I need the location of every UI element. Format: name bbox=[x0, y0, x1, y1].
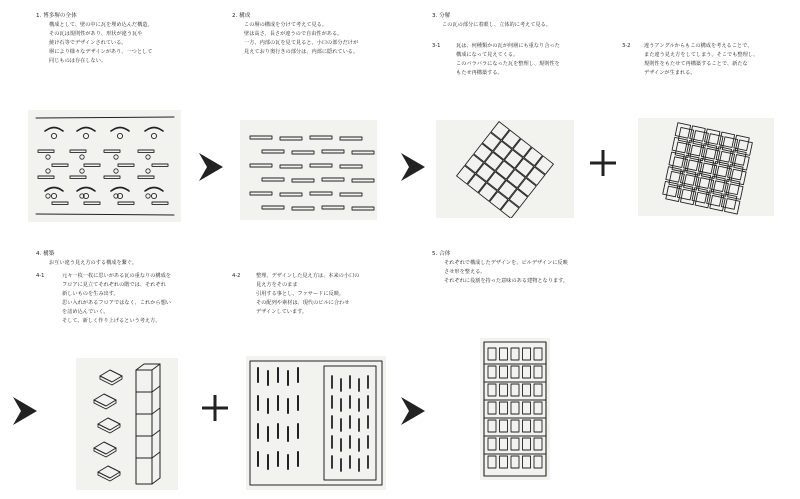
round-stone bbox=[146, 169, 150, 173]
tile-end bbox=[38, 150, 54, 152]
building-window bbox=[511, 366, 519, 378]
section-3-2-line: デザインが生まれる。 bbox=[644, 70, 696, 76]
arrowhead-right-icon bbox=[12, 396, 38, 426]
arched-tile bbox=[77, 188, 95, 192]
lattice-square bbox=[677, 185, 692, 200]
section-4-line: お互い違う見え方のする構成を繋ぐ。 bbox=[49, 260, 138, 266]
section-2-line: 壁は高さ、長さが違うので自由性がある。 bbox=[244, 31, 343, 37]
building-window bbox=[488, 348, 496, 360]
round-stone bbox=[51, 133, 56, 138]
tile-end bbox=[262, 206, 284, 209]
building-window bbox=[523, 384, 531, 396]
lattice-square bbox=[504, 150, 522, 168]
lattice-square bbox=[491, 122, 509, 140]
round-stone bbox=[83, 133, 88, 138]
section-4-2-line: その配列や素材は、現代のビルに合わせ bbox=[256, 300, 350, 306]
section-2-line: 見えており奥行きの部分は、内部に隠れている。 bbox=[244, 49, 359, 55]
building-window bbox=[511, 384, 519, 396]
building-window bbox=[534, 456, 542, 468]
building-window bbox=[488, 456, 496, 468]
building-window bbox=[500, 366, 508, 378]
tower-floor bbox=[152, 452, 160, 458]
lattice-square bbox=[719, 132, 734, 147]
tile-end bbox=[84, 164, 100, 166]
section-4-2-line: 整理、デザインした見え方は、本来の小口の bbox=[256, 273, 360, 279]
section-4-1-line: 元々一枚一枚に思いがある瓦の重なりの構成を bbox=[62, 273, 171, 279]
tile-end bbox=[104, 176, 120, 178]
lattice-3-2-panel bbox=[638, 118, 774, 216]
tile-end bbox=[340, 165, 362, 168]
section-4-1-line: 思い入れがあるフロアではなく、これから想い bbox=[62, 300, 171, 306]
round-stone bbox=[151, 133, 156, 138]
lattice-square bbox=[502, 130, 520, 148]
tile-end bbox=[292, 207, 314, 210]
wall-sketch-panel bbox=[28, 110, 181, 222]
lattice-square bbox=[672, 137, 687, 152]
building-window bbox=[534, 420, 542, 432]
round-stone bbox=[114, 155, 118, 159]
tile-end bbox=[38, 176, 54, 178]
section-2-title: 2. 構成 bbox=[232, 13, 251, 19]
lattice-square bbox=[479, 183, 497, 201]
section-1-title: 1. 博多塀の全体 bbox=[36, 13, 77, 19]
building-window bbox=[534, 384, 542, 396]
building-window bbox=[534, 402, 542, 414]
lattice-square bbox=[701, 144, 716, 159]
building-sketch bbox=[480, 338, 550, 480]
section-3-1-text bbox=[432, 42, 560, 78]
building-panel bbox=[480, 338, 550, 480]
section-2-line: 一方、内部の瓦を見て見ると、小口の部分だけが bbox=[244, 40, 359, 46]
tile-end bbox=[310, 192, 332, 195]
lattice-square bbox=[535, 156, 553, 174]
lattice-square bbox=[698, 158, 713, 173]
lattice-square bbox=[487, 172, 505, 190]
lattice-square bbox=[713, 161, 728, 176]
section-4-1-text bbox=[36, 272, 171, 326]
lattice-square bbox=[518, 178, 536, 196]
tile-end bbox=[70, 176, 86, 178]
lattice-square bbox=[728, 165, 743, 180]
section-4-text bbox=[36, 250, 137, 268]
tile-end bbox=[310, 164, 332, 167]
building-window bbox=[523, 366, 531, 378]
tile-end bbox=[138, 176, 154, 178]
arrowhead-right-icon bbox=[400, 396, 426, 426]
tile-end bbox=[322, 150, 344, 153]
section-4-1-number: 4-1 bbox=[36, 273, 45, 279]
tile-end bbox=[118, 202, 134, 204]
tile-end bbox=[322, 206, 344, 209]
building-window bbox=[500, 402, 508, 414]
building-window bbox=[488, 420, 496, 432]
arched-tile bbox=[111, 188, 129, 192]
lattice-3-1-sketch bbox=[436, 120, 574, 218]
building-window bbox=[534, 348, 542, 360]
section-3-2-text bbox=[622, 42, 758, 78]
lattice-square bbox=[707, 191, 722, 206]
tile-end bbox=[340, 137, 362, 140]
facade-sketch bbox=[246, 356, 386, 490]
lattice-square bbox=[493, 141, 511, 159]
stacked-tiles-sketch bbox=[76, 358, 178, 490]
round-stone bbox=[146, 194, 150, 198]
arched-tile bbox=[45, 188, 63, 192]
lattice-group bbox=[662, 123, 753, 214]
section-3-2-line: 違うアングルからもこの構成を考えることで、 bbox=[644, 43, 753, 49]
lattice-square bbox=[725, 179, 740, 194]
arrowhead-right-icon bbox=[400, 152, 426, 182]
lattice-square bbox=[474, 144, 492, 162]
tower-top bbox=[136, 364, 160, 370]
tile-end bbox=[322, 178, 344, 181]
lattice-square bbox=[687, 140, 702, 155]
section-3-2-line: 規則性をもたせて再構築することで、新たな bbox=[644, 61, 748, 67]
round-stone bbox=[151, 193, 156, 198]
section-2-text bbox=[232, 12, 358, 57]
lattice-square bbox=[737, 140, 752, 155]
tile-end bbox=[280, 165, 302, 168]
lattice-square bbox=[476, 163, 494, 181]
lattice-square bbox=[710, 176, 725, 191]
building-window bbox=[500, 456, 508, 468]
tile-end bbox=[152, 202, 168, 204]
lattice-square bbox=[507, 169, 525, 187]
section-5-text bbox=[432, 250, 568, 286]
lattice-square bbox=[721, 194, 736, 209]
arched-tile bbox=[77, 128, 95, 132]
lattice-square bbox=[663, 181, 678, 196]
lattice-square bbox=[669, 152, 684, 167]
section-4-2-line: 見え方をそのまま bbox=[256, 282, 298, 288]
building-window bbox=[500, 420, 508, 432]
lattice-square bbox=[496, 161, 514, 179]
lattice-square bbox=[468, 174, 486, 192]
stacked-tiles-panel bbox=[76, 358, 178, 490]
lattice-square bbox=[692, 188, 707, 203]
round-stone bbox=[146, 155, 150, 159]
lattice-square bbox=[690, 126, 705, 141]
round-stone bbox=[114, 169, 118, 173]
round-stone bbox=[51, 193, 56, 198]
section-5-line: それぞれに役割を持った意味のある建物となります。 bbox=[444, 278, 569, 284]
lattice-square bbox=[705, 129, 720, 144]
lattice-square bbox=[465, 155, 483, 173]
lattice-3-1-panel bbox=[436, 120, 574, 218]
section-4-1-line: フロアに見立てそれぞれの階では、それぞれ bbox=[62, 282, 166, 288]
tile-end bbox=[52, 164, 68, 166]
building-window bbox=[523, 402, 531, 414]
building-window bbox=[523, 420, 531, 432]
arched-tile bbox=[111, 128, 129, 132]
tile-end bbox=[52, 202, 68, 204]
section-2-line: この塀の構成を分けて考えて見る。 bbox=[244, 22, 328, 28]
section-4-2-line: デザインしています。 bbox=[256, 309, 308, 315]
building-window bbox=[511, 402, 519, 414]
lattice-square bbox=[509, 189, 527, 207]
facade-panel bbox=[246, 356, 386, 490]
section-4-title: 4. 構築 bbox=[36, 251, 55, 257]
lattice-square bbox=[724, 199, 739, 214]
tower-floor bbox=[152, 408, 160, 414]
wall-sketch bbox=[28, 110, 181, 222]
tile-end bbox=[250, 192, 272, 195]
building-window bbox=[511, 348, 519, 360]
arched-tile bbox=[145, 188, 163, 192]
building-window bbox=[523, 456, 531, 468]
tile-end bbox=[292, 151, 314, 154]
section-3-1-line: 構成になって見えてくる。 bbox=[456, 52, 519, 58]
arrowhead-right-icon bbox=[198, 152, 224, 182]
lattice-square bbox=[524, 147, 542, 165]
section-4-2-number: 4-2 bbox=[232, 273, 241, 279]
building-window bbox=[534, 438, 542, 450]
section-1-line: その瓦は規則性があり、形状が違う瓦や bbox=[49, 31, 143, 37]
building-window bbox=[523, 438, 531, 450]
section-3-2-number: 3-2 bbox=[622, 43, 631, 49]
section-4-2-line: 引用する事とし、ファサードに反映。 bbox=[256, 291, 345, 297]
section-3-1-line: もたせ再構築する。 bbox=[456, 70, 503, 76]
arched-tile bbox=[145, 128, 163, 132]
tile-end bbox=[340, 193, 362, 196]
building-window bbox=[534, 366, 542, 378]
tower-side bbox=[152, 364, 160, 484]
lattice-square bbox=[482, 133, 500, 151]
section-1-text bbox=[36, 12, 153, 66]
section-4-2-text bbox=[232, 272, 359, 317]
round-stone bbox=[80, 169, 84, 173]
tile-end bbox=[250, 164, 272, 167]
round-stone bbox=[117, 133, 122, 138]
tile-end bbox=[70, 150, 86, 152]
section-3-title: 3. 分解 bbox=[432, 13, 451, 19]
section-1-line: 焼け石等でデザインされている。 bbox=[49, 40, 127, 46]
section-5-title: 5. 合体 bbox=[432, 251, 451, 257]
tower-floor bbox=[152, 430, 160, 436]
section-3-1-number: 3-1 bbox=[432, 43, 441, 49]
section-3-2-line: また違う見え方をしてしまう。そこでも整理し、 bbox=[644, 52, 759, 58]
tower-floor bbox=[152, 386, 160, 392]
section-3-line: この瓦の部分に着眼し、立体的に考えて見る。 bbox=[442, 22, 551, 28]
round-stone bbox=[46, 155, 50, 159]
building-window bbox=[511, 420, 519, 432]
lattice-square bbox=[457, 166, 475, 184]
round-stone bbox=[46, 169, 50, 173]
tile-end bbox=[280, 137, 302, 140]
lattice-square bbox=[675, 123, 690, 138]
section-4-1-line: を詰め込んでいく。 bbox=[62, 309, 109, 315]
round-stone bbox=[80, 155, 84, 159]
lattice-square bbox=[716, 147, 731, 162]
tile-end bbox=[104, 150, 120, 152]
lattice-square bbox=[490, 192, 508, 210]
tile-end bbox=[262, 178, 284, 181]
lattice-3-2-sketch bbox=[638, 118, 774, 216]
wall-top-line bbox=[36, 117, 174, 118]
building-window bbox=[488, 384, 496, 396]
tile-end bbox=[352, 151, 374, 154]
lattice-square bbox=[527, 167, 545, 185]
building-window bbox=[500, 384, 508, 396]
lattice-square bbox=[731, 169, 746, 184]
tile-ends-sketch bbox=[240, 120, 377, 220]
section-3-1-line: 瓦は、何種類かの瓦が何層にも重なり合った bbox=[456, 43, 560, 49]
arched-tile bbox=[45, 128, 63, 132]
lattice-group bbox=[457, 122, 554, 218]
tile-ends-panel bbox=[240, 120, 377, 220]
tile-end bbox=[118, 164, 134, 166]
building-window bbox=[500, 438, 508, 450]
plus-icon bbox=[588, 148, 618, 178]
building-window bbox=[488, 438, 496, 450]
tile-end bbox=[152, 164, 168, 166]
section-3-1-line: このバラバラになった瓦を整理し、規則性を bbox=[456, 61, 560, 67]
lattice-square bbox=[734, 155, 749, 170]
tile-end bbox=[352, 207, 374, 210]
round-stone bbox=[46, 194, 50, 198]
building-window bbox=[511, 438, 519, 450]
lattice-square bbox=[728, 184, 743, 199]
wall-bottom-line bbox=[36, 214, 174, 215]
section-4-1-line: 新しいものを生み出す。 bbox=[62, 291, 119, 297]
building-window bbox=[511, 456, 519, 468]
tile-end bbox=[250, 136, 272, 139]
tile-end bbox=[138, 150, 154, 152]
tile-end bbox=[280, 193, 302, 196]
lattice-square bbox=[734, 135, 749, 150]
tile-end bbox=[262, 150, 284, 153]
lattice-square bbox=[666, 167, 681, 182]
tower-front bbox=[136, 370, 152, 484]
section-5-line: それぞれで構成したデザインを、ビルデザインに反映 bbox=[444, 260, 568, 266]
tile-end bbox=[292, 179, 314, 182]
lattice-square bbox=[695, 173, 710, 188]
tile-end bbox=[310, 136, 332, 139]
section-1-line: 塀により様々なデザインがあり、一つとして bbox=[49, 49, 153, 55]
section-1-line: 同じものは存在しない。 bbox=[49, 58, 107, 64]
lattice-square bbox=[731, 150, 746, 165]
tile-end bbox=[352, 179, 374, 182]
lattice-square bbox=[684, 155, 699, 170]
lattice-square bbox=[501, 200, 519, 218]
lattice-square bbox=[680, 170, 695, 185]
section-1-line: 構成として、壁の中に瓦を埋め込んだ構造。 bbox=[49, 22, 153, 28]
section-3-text bbox=[432, 12, 551, 30]
building-window bbox=[500, 348, 508, 360]
plus-icon bbox=[200, 393, 230, 423]
building-window bbox=[488, 366, 496, 378]
building-window bbox=[523, 348, 531, 360]
section-5-line: させ形を整える。 bbox=[444, 269, 486, 275]
tile-end bbox=[84, 202, 100, 204]
section-4-1-line: そして、新しく作り上げるという考え方。 bbox=[62, 318, 161, 324]
lattice-square bbox=[498, 181, 516, 199]
lattice-square bbox=[516, 158, 534, 176]
facade-frame bbox=[250, 361, 382, 485]
building-window bbox=[488, 402, 496, 414]
lattice-square bbox=[513, 139, 531, 157]
lattice-square bbox=[485, 152, 503, 170]
